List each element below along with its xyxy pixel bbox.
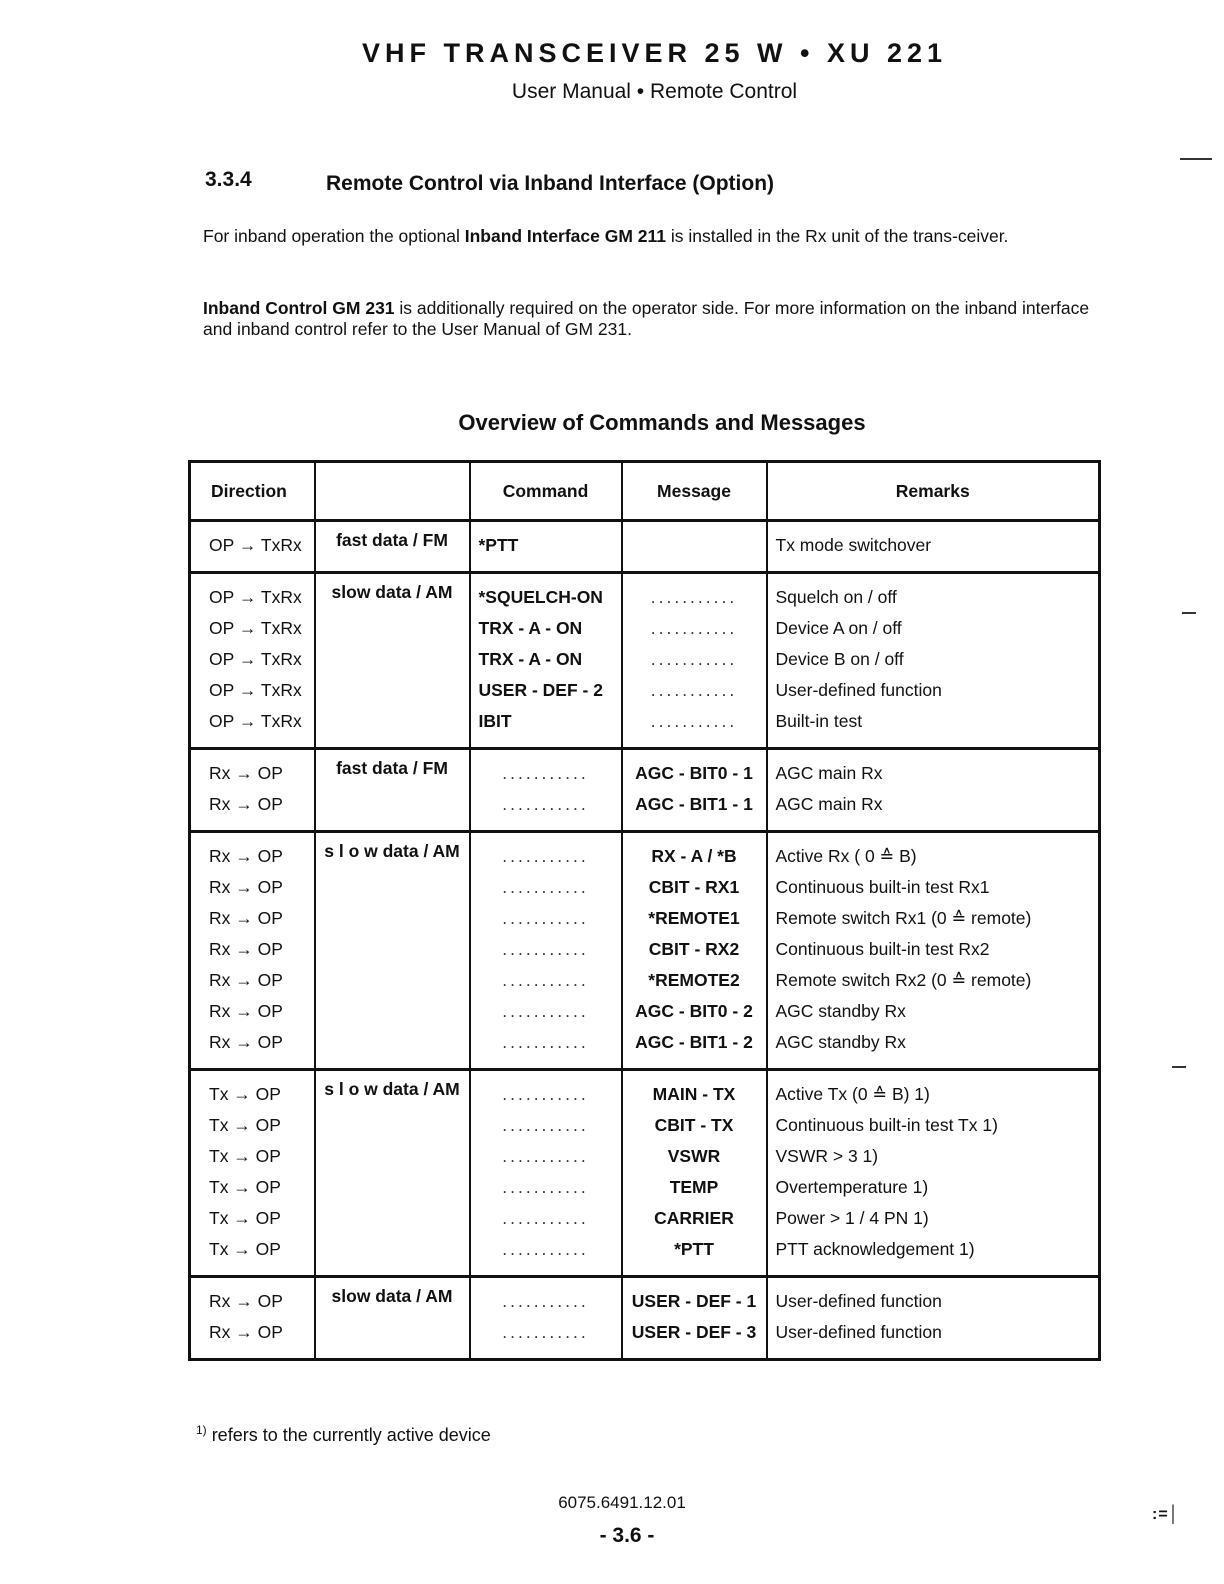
remarks-value: Power > 1 / 4 PN 1): [775, 1208, 929, 1228]
command-dots: ...........: [502, 1001, 589, 1021]
remarks-value: AGC main Rx: [775, 763, 883, 783]
message-dots: ...........: [650, 587, 738, 607]
remarks-value: Remote switch Rx2 (0 ≙ remote): [775, 970, 1032, 990]
paragraph-1-bold: Inband Interface GM 211: [464, 226, 667, 246]
message-value: *PTT: [674, 1239, 714, 1259]
command-cell: [470, 1277, 622, 1360]
command-cell: [470, 749, 622, 832]
message-value: CBIT - RX1: [648, 877, 740, 897]
direction-cell: [190, 1070, 315, 1277]
table-group: [190, 832, 1100, 1070]
remarks-value: Remote switch Rx1 (0 ≙ remote): [775, 908, 1032, 928]
message-value: *REMOTE2: [648, 970, 740, 990]
remarks-value: Continuous built-in test Tx 1): [775, 1115, 998, 1135]
overview-title: Overview of Commands and Messages: [458, 410, 866, 435]
paragraph-2-post: is additionally required on the operator side. For more information on the inband interface and inband control refer to the User Manual of GM 231.: [203, 298, 1090, 339]
command-dots: ...........: [502, 1146, 589, 1166]
paragraph-1-pre: For inband operation the optional: [203, 226, 465, 246]
header-remarks: Remarks: [767, 462, 1100, 521]
remarks-value: AGC standby Rx: [775, 1032, 906, 1052]
margin-mark: [1182, 612, 1196, 614]
direction-value: OP → TxRx: [209, 711, 302, 731]
command-dots: ...........: [502, 970, 589, 990]
data-type-label: fast data / FM: [336, 758, 448, 778]
command-dots: ...........: [502, 1032, 589, 1052]
remarks-value: AGC main Rx: [775, 794, 883, 814]
direction-cell: [190, 573, 315, 749]
message-value: AGC - BIT1 - 2: [635, 1032, 753, 1052]
message-value: [631, 530, 758, 561]
table-row: [190, 573, 1100, 749]
remarks-value: User-defined function: [775, 1291, 942, 1311]
type-cell: [315, 832, 470, 1070]
direction-cell: [190, 1277, 315, 1360]
direction-value: Rx → OP: [209, 1322, 283, 1342]
direction-value: Tx → OP: [209, 1239, 281, 1259]
direction-value: OP → TxRx: [209, 618, 302, 638]
direction-value: Tx → OP: [209, 1146, 281, 1166]
table-group: [190, 573, 1100, 749]
document-title: VHF TRANSCEIVER 25 W • XU 221: [361, 38, 948, 68]
command-dots: ...........: [502, 1084, 589, 1104]
remarks-value: PTT acknowledgement 1): [775, 1239, 975, 1259]
table-group: [190, 749, 1100, 832]
data-type-label: slow data / AM: [331, 1286, 453, 1306]
table-header-row: [190, 462, 1100, 521]
remarks-value: User-defined function: [775, 1322, 942, 1342]
remarks-cell: [767, 1277, 1100, 1360]
command-dots: ...........: [502, 1208, 589, 1228]
data-type-label: fast data / FM: [336, 530, 448, 550]
remarks-value: VSWR > 3 1): [775, 1146, 879, 1166]
remarks-value: User-defined function: [775, 680, 942, 700]
paragraph-2: [203, 298, 1108, 340]
table-row: [190, 1070, 1100, 1277]
message-cell: [622, 573, 767, 749]
header-direction: Direction: [190, 462, 315, 521]
direction-value: Rx → OP: [209, 763, 283, 783]
message-cell: [622, 1070, 767, 1277]
header-message: Message: [622, 462, 767, 521]
corner-mark: :=│: [1152, 1506, 1180, 1523]
message-dots: ...........: [650, 618, 738, 638]
paragraph-2-bold: Inband Control GM 231: [203, 298, 395, 318]
command-value: *PTT: [478, 535, 519, 555]
command-dots: ...........: [502, 939, 589, 959]
direction-value: Rx → OP: [209, 877, 283, 897]
margin-mark: [1180, 158, 1212, 160]
direction-value: Rx → OP: [209, 1291, 283, 1311]
message-value: USER - DEF - 3: [631, 1322, 757, 1342]
document-subtitle: User Manual • Remote Control: [511, 80, 798, 103]
command-dots: ...........: [502, 1291, 589, 1311]
type-cell: [315, 1070, 470, 1277]
remarks-cell: [767, 749, 1100, 832]
remarks-value: Active Tx (0 ≙ B) 1): [775, 1084, 930, 1104]
command-dots: ...........: [502, 877, 589, 897]
command-value: *SQUELCH-ON: [478, 587, 603, 607]
message-cell: [622, 521, 767, 573]
command-value: TRX - A - ON: [478, 618, 583, 638]
remarks-cell: [767, 1070, 1100, 1277]
data-type-label: slow data / AM: [331, 582, 453, 602]
document-number: 6075.6491.12.01: [558, 1493, 686, 1512]
section-number: 3.3.4: [205, 168, 252, 191]
remarks-cell: [767, 573, 1100, 749]
table-row: [190, 832, 1100, 1070]
message-value: CARRIER: [654, 1208, 734, 1228]
data-type-label: s l o w data / AM: [324, 1079, 460, 1099]
message-value: RX - A / *B: [651, 846, 737, 866]
remarks-value: Continuous built-in test Rx2: [775, 939, 990, 959]
remarks-value: Device A on / off: [775, 618, 902, 638]
message-cell: [622, 1277, 767, 1360]
direction-value: Tx → OP: [209, 1084, 281, 1104]
remarks-value: Built-in test: [775, 711, 863, 731]
message-value: CBIT - TX: [654, 1115, 734, 1135]
message-value: USER - DEF - 1: [631, 1291, 757, 1311]
command-dots: ...........: [502, 763, 589, 783]
footnote-text: refers to the currently active device: [211, 1425, 491, 1445]
direction-cell: [190, 521, 315, 573]
command-dots: ...........: [502, 1177, 589, 1197]
direction-value: Tx → OP: [209, 1115, 281, 1135]
direction-value: Rx → OP: [209, 846, 283, 866]
margin-mark: [1172, 1066, 1186, 1068]
commands-table: [188, 460, 1101, 1361]
direction-value: OP → TxRx: [209, 649, 302, 669]
message-cell: [622, 749, 767, 832]
remarks-value: Overtemperature 1): [775, 1177, 929, 1197]
command-cell: [470, 521, 622, 573]
command-value: TRX - A - ON: [478, 649, 583, 669]
direction-cell: [190, 832, 315, 1070]
table-group: [190, 1277, 1100, 1360]
command-value: USER - DEF - 2: [478, 680, 603, 700]
table-row: [190, 1277, 1100, 1360]
command-cell: [470, 832, 622, 1070]
type-cell: [315, 521, 470, 573]
remarks-value: Tx mode switchover: [775, 535, 932, 555]
direction-value: Tx → OP: [209, 1177, 281, 1197]
direction-value: Rx → OP: [209, 1032, 283, 1052]
table-group: [190, 1070, 1100, 1277]
command-value: IBIT: [478, 711, 512, 731]
message-value: VSWR: [667, 1146, 721, 1166]
table-row: [190, 749, 1100, 832]
command-cell: [470, 1070, 622, 1277]
footnote: [196, 1423, 491, 1446]
section-title: Remote Control via Inband Interface (Option): [326, 172, 775, 195]
remarks-cell: [767, 521, 1100, 573]
header-type: [315, 462, 470, 521]
type-cell: [315, 573, 470, 749]
command-dots: ...........: [502, 1322, 589, 1342]
command-dots: ...........: [502, 794, 589, 814]
table-group: [190, 521, 1100, 573]
direction-value: OP → TxRx: [209, 587, 302, 607]
command-dots: ...........: [502, 1239, 589, 1259]
direction-value: Rx → OP: [209, 794, 283, 814]
message-value: AGC - BIT1 - 1: [635, 794, 753, 814]
direction-value: Tx → OP: [209, 1208, 281, 1228]
direction-value: OP → TxRx: [209, 680, 302, 700]
message-value: AGC - BIT0 - 2: [635, 1001, 753, 1021]
remarks-cell: [767, 832, 1100, 1070]
page-number: - 3.6 -: [599, 1524, 655, 1547]
footnote-marker: 1): [196, 1423, 207, 1437]
message-value: MAIN - TX: [652, 1084, 736, 1104]
message-value: *REMOTE1: [648, 908, 740, 928]
command-dots: ...........: [502, 846, 589, 866]
direction-cell: [190, 749, 315, 832]
paragraph-1-post: is installed in the Rx unit of the trans-ceiver.: [666, 226, 1009, 246]
remarks-value: Squelch on / off: [775, 587, 897, 607]
message-value: AGC - BIT0 - 1: [635, 763, 753, 783]
message-value: TEMP: [669, 1177, 719, 1197]
type-cell: [315, 1277, 470, 1360]
message-dots: ...........: [650, 680, 738, 700]
data-type-label: s l o w data / AM: [324, 841, 460, 861]
command-dots: ...........: [502, 1115, 589, 1135]
direction-value: Rx → OP: [209, 908, 283, 928]
direction-value: Rx → OP: [209, 939, 283, 959]
header-command: Command: [470, 462, 622, 521]
table-row: [190, 521, 1100, 573]
remarks-value: Active Rx ( 0 ≙ B): [775, 846, 917, 866]
remarks-value: Device B on / off: [775, 649, 904, 669]
message-dots: ...........: [650, 711, 738, 731]
message-value: CBIT - RX2: [648, 939, 740, 959]
message-dots: ...........: [650, 649, 738, 669]
paragraph-1: [203, 226, 1108, 247]
command-cell: [470, 573, 622, 749]
message-cell: [622, 832, 767, 1070]
command-dots: ...........: [502, 908, 589, 928]
direction-value: Rx → OP: [209, 970, 283, 990]
type-cell: [315, 749, 470, 832]
direction-value: OP → TxRx: [209, 535, 302, 555]
direction-value: Rx → OP: [209, 1001, 283, 1021]
remarks-value: AGC standby Rx: [775, 1001, 906, 1021]
remarks-value: Continuous built-in test Rx1: [775, 877, 990, 897]
